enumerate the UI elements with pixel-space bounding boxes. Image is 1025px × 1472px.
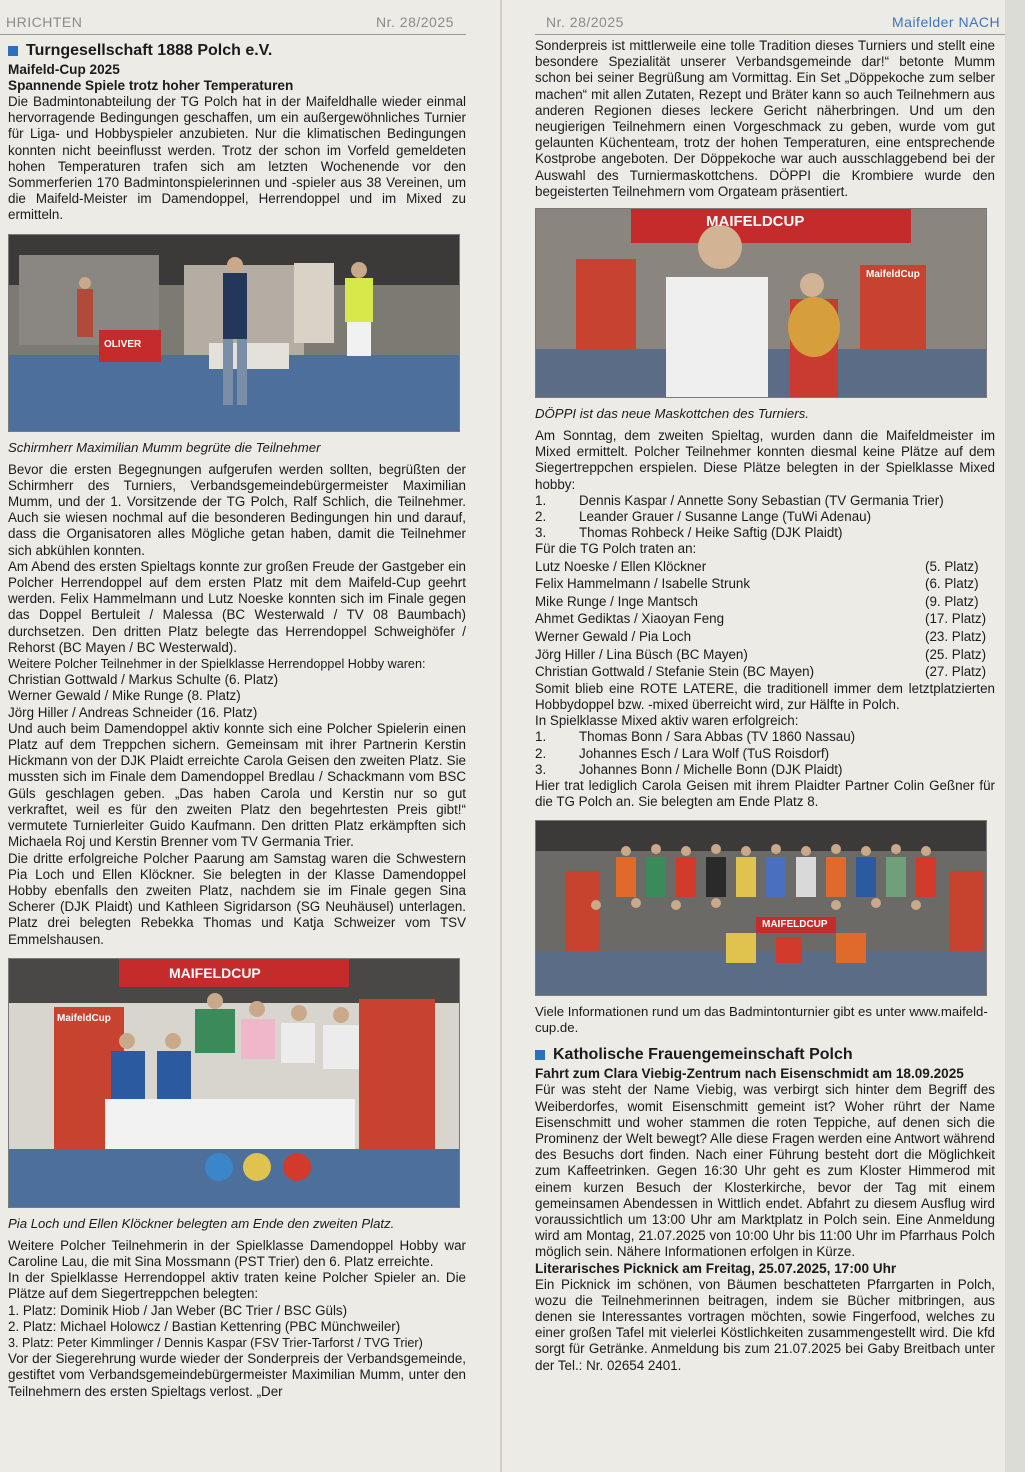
rank-number: 2. <box>535 509 547 525</box>
aktiv-list-intro: In Spielklasse Mixed aktiv waren erfolgreich: <box>535 713 799 729</box>
result-row <box>535 575 995 593</box>
photo-banner-text: OLIVER <box>104 338 142 350</box>
ranking-row <box>535 729 995 745</box>
result-place: (27. Platz) <box>925 664 987 680</box>
rank-number: 1. <box>535 729 547 745</box>
photo-group <box>535 820 987 996</box>
paragraph-herrendoppel: Am Abend des ersten Spieltags konnte zur großen Freude der Gastgeber ein Polcher Herrendoppel auf dem ersten Platz mit dem Maifeld-Cup geehrt werden. Felix Hammelmann und Lutz Noeske konnten sich im Finale gegen das Doppel Bertuleit / Malessa (BC Westerwald / TV 08 Baumbach) durchsetzen. Den dritten Platz belegte das Herrendoppel Schweighöfer / Rehorst (BC Mayen / BC Westerwald). <box>8 558 466 655</box>
photo-caption: Schirmherr Maximilian Mumm begrüte die Teilnehmer <box>8 439 321 455</box>
result-pair: Ahmet Gediktas / Xiaoyan Feng <box>535 611 725 627</box>
paragraph-caroline: Weitere Polcher Teilnehmerin in der Spielklasse Damendoppel Hobby war Caroline Lau, die mit Sina Mossmann (PST Trier) den 6. Platz erreichte. <box>8 1237 466 1269</box>
rank-pair: Johannes Bonn / Michelle Bonn (DJK Plaidt) <box>579 761 843 777</box>
rank-number: 1. <box>535 492 547 508</box>
result-row <box>535 628 995 646</box>
paragraph-rote-laterne: Somit blieb eine ROTE LATERE, die traditionell immer dem letztplatzierten Hobbydoppel bzw. -mixed überreicht wird, zur Hälfte in Polch. <box>535 680 995 713</box>
rank-pair: Dennis Kaspar / Annette Sony Sebastian (TV Germania Trier) <box>579 492 944 508</box>
result-pair: Werner Gewald / Pia Loch <box>535 629 692 645</box>
rank-number: 3. <box>535 525 547 541</box>
running-header-left: HRICHTEN <box>6 14 83 30</box>
paragraph-carola: Hier trat lediglich Carola Geisen mit ihrem Plaidter Partner Colin Geßner für die TG Polch an. Sie belegten am Ende Platz 8. <box>535 778 995 810</box>
photo-welcome-graphic <box>9 235 459 431</box>
list-item: Christian Gottwald / Markus Schulte (6. Platz) <box>8 672 279 688</box>
result-place: (25. Platz) <box>925 646 987 662</box>
photo-podium <box>8 958 460 1208</box>
organization-title: Turngesellschaft 1888 Polch e.V. <box>26 42 273 59</box>
event-title: Literarisches Picknick am Freitag, 25.07.2025, 17:00 Uhr <box>535 1260 897 1276</box>
section-marker-icon <box>8 46 18 56</box>
result-row <box>535 593 995 611</box>
result-place: (23. Platz) <box>925 629 987 645</box>
result-pair: Felix Hammelmann / Isabelle Strunk <box>535 576 751 592</box>
paragraph-welcome: Bevor die ersten Begegnungen aufgerufen werden sollten, begrüßten der Schirmherr des Turniers, Verbandsgemeindebürgermeister Maximilian Mumm, und der 1. Vorsitzende der TG Polch, Ralf Schlich, die Teilnehmer. Auch sie wiesen nochmal auf die besonderen Bedingungen hin und darauf, dass die Organisatoren alles Mögliche getan haben, damit die Teilnehmer sich abkühlen konnten. <box>8 461 466 558</box>
result-place: (17. Platz) <box>925 611 987 627</box>
ranking-row <box>535 493 995 509</box>
article-header <box>8 42 466 60</box>
paragraph-viebig: Für was steht der Name Viebig, was verbirgt sich hinter dem Begriff des Weiberdorfes, womit Eisenschmitt gemeint ist? Woher rührt der Name Eisenschmitt und woher stammen die roten Teppiche, auf denen sich die Prominenz der Welt bewegt? Alle diese Fragen werden eine Antwort während des Besuchs dort finden. Nach einer Führung besteht dort die Möglichkeit zum Kaffeetrinken. Gegen 16:30 Uhr geht es zum Kloster Himmerod mit einem kurzen Besuch der Klosterkirche, bevor der Tag mit einem gemeinsamen Abendessen in Wittlich endet. Abfahrt zu diesem Ausflug wird voraussichtlich um 13:00 Uhr am Marktplatz in Polch sein. Eine Anmeldung wird am Montag, 21.07.2025 von 10:00 Uhr bis 11:00 Uhr im Pfarrhaus Polch möglich sein. Nähere Informationen erfolgen in Kürze. <box>535 1082 995 1260</box>
photo-group-graphic <box>536 821 986 995</box>
header-rule-right <box>535 34 1005 35</box>
left-column <box>8 38 466 1400</box>
result-pair: Christian Gottwald / Stefanie Stein (BC Mayen) <box>535 664 815 680</box>
section-marker-icon <box>535 1050 545 1060</box>
paragraph-picknick: Ein Picknick im schönen, von Bäumen beschatteten Pfarrgarten in Polch, wozu die Teilnehmerinnen beitragen, indem sie Bücher mitbringen, aus denen sie Interessantes vortragen möchten, sowie Fingerfood, welches zu einer großen Tafel mit vielerlei Köstlichkeiten zusammengestellt wird. Die kfd sorgt für Getränke. Anmeldung bis zum 21.07.2025 bei Gaby Breitbach unter der Tel.: Nr. 02654 2401. <box>535 1276 995 1373</box>
rank-pair: Thomas Rohbeck / Heike Saftig (DJK Plaidt) <box>579 525 843 541</box>
running-header-right: Maifelder NACH <box>892 14 1001 30</box>
photo-banner-text: MAIFELDCUP <box>706 213 805 231</box>
result-place: (9. Platz) <box>925 593 979 609</box>
list-item: Werner Gewald / Mike Runge (8. Platz) <box>8 688 241 704</box>
podium-line: 2. Platz: Michael Holowcz / Bastian Kettenring (PBC Münchweiler) <box>8 1318 401 1334</box>
issue-number-left: Nr. 28/2025 <box>376 14 454 30</box>
photo-banner-text: MAIFELDCUP <box>762 919 828 931</box>
podium-line: 1. Platz: Dominik Hiob / Jan Weber (BC Trier / BSC Güls) <box>8 1302 348 1318</box>
result-row <box>535 610 995 628</box>
header-rule-left <box>0 34 466 35</box>
podium-line: 3. Platz: Peter Kimmlinger / Dennis Kaspar (FSV Trier-Tarforst / TVG Trier) <box>8 1335 423 1350</box>
result-row <box>535 558 995 576</box>
result-row <box>535 663 995 681</box>
paragraph-damendoppel: Und auch beim Damendoppel aktiv konnte sich eine Polcher Spielerin einen Platz auf dem Treppchen sichern. Gemeinsam mit ihrer Partnerin Kerstin Hickmann von der DJK Plaidt erreichte Carola Geisen den zweiten Platz. Sie mussten sich im Finale dem Damendoppel Bredlau / Schackmann vom BSC Güls geschlagen geben. „Das haben Carola und Kerstin nur so gut verkraftet, weil es für den zweiten Platz den begehrtesten Preis gibt!“ vermutete Turnierleiter Guido Kaufmann. Den dritten Platz erkämpften sich Michaela Roj und Kerstin Brenner vom TV Germania Trier. <box>8 720 466 850</box>
photo-caption: DÖPPI ist das neue Maskottchen des Turniers. <box>535 406 809 422</box>
rank-pair: Thomas Bonn / Sara Abbas (TV 1860 Nassau) <box>579 729 856 745</box>
rank-pair: Johannes Esch / Lara Wolf (TuS Roisdorf) <box>579 745 830 761</box>
photo-sign-text: MaifeldCup <box>57 1012 111 1024</box>
organization-title: Katholische Frauengemeinschaft Polch <box>553 1046 853 1064</box>
result-place: (6. Platz) <box>925 576 979 592</box>
result-place: (5. Platz) <box>925 558 979 574</box>
rank-number: 3. <box>535 761 547 777</box>
intro-paragraph: Die Badmintonabteilung der TG Polch hat in der Maifeldhalle wieder einmal hervorragende Bedingungen geschaffen, um ein außergewöhnliches Turnier für Liga- und Hobbyspieler anzubieten. Nur die klimatischen Bedingungen konnten nicht beeinflusst werden. Trotz der schon im Vorfeld gemeldeten hohen Temperaturen trafen sich am letzten Wochenende vor den Sommerferien 170 Badmintonspielerinnen und -spieler aus 38 Vereinen, um die Maifeld-Meister im Damendoppel, Herrendoppel und im Mixed zu ermitteln. <box>8 94 466 223</box>
list-item: Jörg Hiller / Andreas Schneider (16. Platz) <box>8 704 258 720</box>
photo-caption-link: Viele Informationen rund um das Badmintonturnier gibt es unter www.maifeld-cup.de. <box>535 1004 988 1036</box>
paragraph-doeppekoche: Sonderpreis ist mittlerweile eine tolle Tradition dieses Turniers und stellt eine besondere Spezialität unserer Verbandsgemeinde dar!“ betonte Mumm schon bei seiner Begrüßung am Vormittag. Ein Set „Döppekoche zum selber machen“ mit allen Zutaten, Rezept und Bräter kann so auch Teilnehmern aus anderen Regionen dieses leckere Gericht näherbringen. Und um den neugierigen Teilnehmern einen Vorgeschmack zu geben, wurde vom gut gelaunten Küchenteam, trotz der hohen Temperaturen, eine entsprechende Kostprobe angeboten. Der Döppekoche war auch ausschlaggebend bei der Auswahl des Turniermaskottchens. DÖPPI die Krombiere wurde den begeisterten Teilnehmern vom Orgateam präsentiert. <box>535 38 995 199</box>
paragraph-herren-aktiv: In der Spielklasse Herrendoppel aktiv traten keine Polcher Spieler an. Die Plätze auf dem Siegertreppchen belegten: <box>8 1270 466 1302</box>
paragraph-mixed: Am Sonntag, dem zweiten Spieltag, wurden dann die Maifeldmeister im Mixed ermittelt. Polcher Teilnehmer konnten diesmal keine Plätze auf dem Siegertreppchen erspielen. Diese Plätze belegten in der Spielklasse Mixed hobby: <box>535 428 995 492</box>
article-header <box>535 1046 995 1064</box>
polch-list-intro: Für die TG Polch traten an: <box>535 541 697 557</box>
page-fold <box>500 0 502 1472</box>
list-intro: Weitere Polcher Teilnehmer in der Spielklasse Herrendoppel Hobby waren: <box>8 657 426 672</box>
page-edge <box>1005 0 1025 1472</box>
rank-pair: Leander Grauer / Susanne Lange (TuWi Adenau) <box>579 509 872 525</box>
right-column <box>535 38 995 1374</box>
rank-number: 2. <box>535 745 547 761</box>
paragraph-sisters: Die dritte erfolgreiche Polcher Paarung am Samstag waren die Schwestern Pia Loch und Ellen Klöckner. Sie belegten in der Klasse Damendoppel Hobby ebenfalls den zweiten Platz, nachdem sie im Finale gegen Sina Scherer (DJK Plaidt) und Kathleen Sigridarson (SG Neuhäusel) unterlagen. Platz drei belegten Rebekka Thomas und Katja Schweizer vom TSV Emmelshausen. <box>8 850 466 947</box>
ranking-row <box>535 746 995 762</box>
photo-mascot-graphic <box>536 209 986 397</box>
ranking-row <box>535 525 995 541</box>
result-pair: Lutz Noeske / Ellen Klöckner <box>535 558 707 574</box>
result-pair: Mike Runge / Inge Mantsch <box>535 593 699 609</box>
result-row <box>535 646 995 664</box>
photo-banner-text: MAIFELDCUP <box>169 964 261 981</box>
article-headline: Spannende Spiele trotz hoher Temperaturen <box>8 78 294 93</box>
photo-caption: Pia Loch und Ellen Klöckner belegten am Ende den zweiten Platz. <box>8 1215 395 1231</box>
ranking-row <box>535 762 995 778</box>
photo-welcome-speech <box>8 234 460 432</box>
photo-podium-graphic <box>9 959 459 1207</box>
photo-sign-text: MaifeldCup <box>866 269 920 281</box>
issue-number-right: Nr. 28/2025 <box>546 14 624 30</box>
result-pair: Jörg Hiller / Lina Büsch (BC Mayen) <box>535 646 748 662</box>
photo-mascot <box>535 208 987 398</box>
paragraph-sonderpreis: Vor der Siegerehrung wurde wieder der Sonderpreis der Verbandsgemeinde, gestiftet vom Verbandsgemeindebürgermeister Maximilian Mumm, unter den Teilnehmern des ersten Spieltags verlost. „Der <box>8 1351 466 1399</box>
article-subtitle: Maifeld-Cup 2025 <box>8 62 120 77</box>
ranking-row <box>535 509 995 525</box>
event-title: Fahrt zum Clara Viebig-Zentrum nach Eisenschmidt am 18.09.2025 <box>535 1066 964 1082</box>
